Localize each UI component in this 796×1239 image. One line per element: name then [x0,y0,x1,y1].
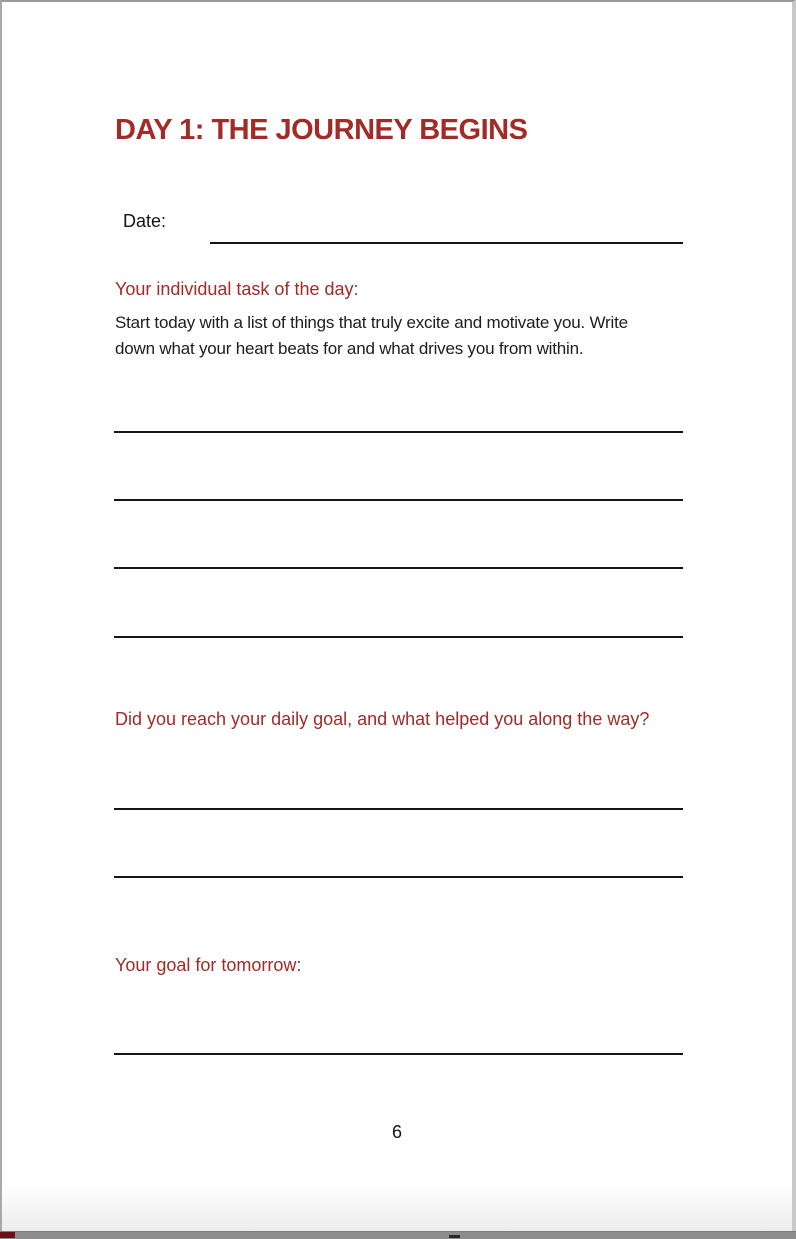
reflection-answer-line-1 [114,808,683,810]
page-title: DAY 1: THE JOURNEY BEGINS [115,114,528,146]
page-bottom-shadow [2,1183,792,1231]
task-answer-line-1 [114,431,683,433]
reflection-answer-line-2 [114,876,683,878]
task-description-line-1: Start today with a list of things that truly excite and motivate you. Write [115,313,628,332]
task-answer-line-3 [114,567,683,569]
reflection-question-header: Did you reach your daily goal, and what helped you along the way? [115,709,650,729]
task-description [115,310,628,362]
tomorrow-answer-line-1 [114,1053,683,1055]
task-section-header: Your individual task of the day: [115,279,359,299]
date-label: Date: [123,211,167,231]
task-answer-line-4 [114,636,683,638]
page-number: 6 [391,1122,402,1142]
next-page-corner [0,1232,15,1238]
date-fill-in-line [210,242,683,244]
task-answer-line-2 [114,499,683,501]
tomorrow-goal-header: Your goal for tomorrow: [115,955,302,975]
task-description-line-2: down what your heart beats for and what drives you from within. [115,339,584,358]
